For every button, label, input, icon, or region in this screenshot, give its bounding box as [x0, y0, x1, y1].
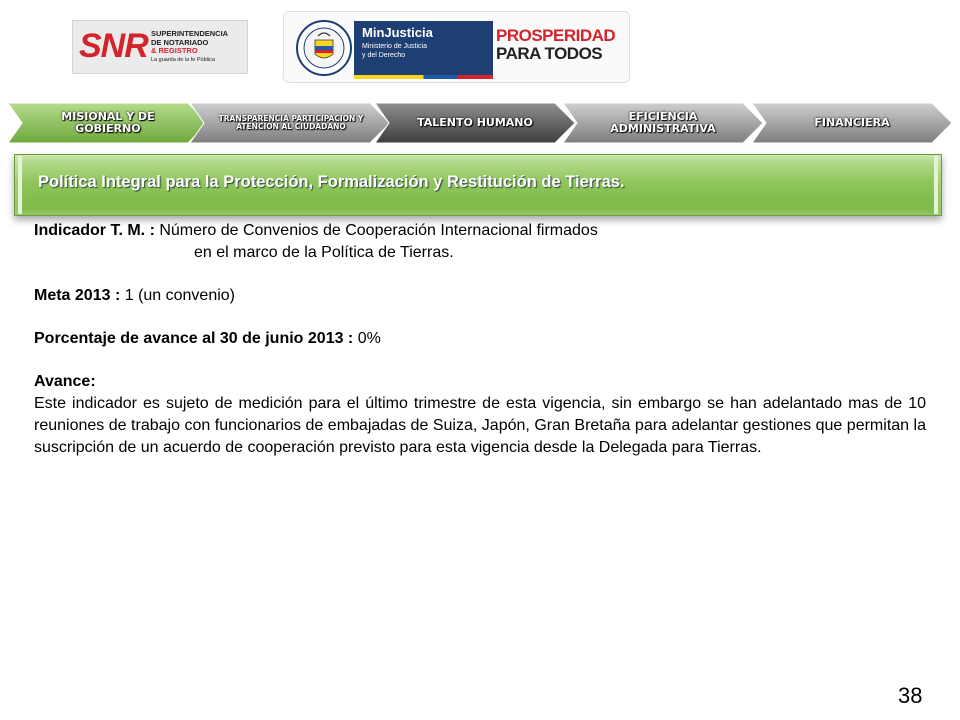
snr-logo: [72, 20, 248, 74]
meta-label: Meta 2013 :: [34, 287, 121, 304]
indicador-value-line1: Número de Convenios de Cooperación Internacional firmados: [159, 222, 598, 239]
nav-tab-talento-humano-label: TALENTO HUMANO: [417, 116, 533, 130]
snr-logo-tagline: La guarda de la fe Pública: [151, 56, 215, 63]
nav-tab-financiera[interactable]: [752, 103, 952, 143]
banner-edge-right: [934, 156, 938, 214]
porcentaje-value: 0%: [357, 330, 381, 347]
prosperidad-line1: PROSPERIDAD: [496, 26, 616, 45]
colombia-seal-icon: [296, 20, 352, 76]
snr-logo-letters: SNR: [79, 27, 148, 65]
prosperidad-line2: PARA TODOS: [496, 44, 603, 63]
meta-value: 1 (un convenio): [124, 287, 236, 304]
porcentaje-row: [34, 328, 926, 350]
snr-logo-line2: DE NOTARIADO: [151, 37, 209, 47]
banner-edge-left: [18, 156, 22, 214]
government-logos: [283, 11, 630, 83]
nav-tab-transparencia[interactable]: [190, 103, 390, 143]
avance-label: Avance:: [34, 373, 96, 390]
snr-logo-line1: SUPERINTENDENCIA: [151, 29, 229, 38]
page-title: Política Integral para la Protección, Formalización y Restitución de Tierras.: [38, 173, 625, 191]
nav-tab-misional[interactable]: [8, 103, 208, 143]
indicador-value-line2: en el marco de la Política de Tierras.: [194, 244, 454, 261]
minjusticia-color-bar: [354, 75, 493, 79]
minjusticia-logo: [354, 21, 493, 79]
meta-row: [34, 285, 926, 307]
snr-logo-line3: & REGISTRO: [151, 46, 198, 55]
porcentaje-label: Porcentaje de avance al 30 de junio 2013 :: [34, 330, 354, 347]
prosperidad-logo: [496, 27, 624, 63]
nav-tab-eficiencia-label: EFICIENCIA ADMINISTRATIVA: [610, 110, 716, 135]
nav-tab-misional-label: MISIONAL Y DE GOBIERNO: [61, 110, 155, 135]
indicator-content: [34, 220, 926, 459]
minjusticia-line1: Ministerio de Justicia: [362, 43, 427, 50]
nav-tab-talento-humano[interactable]: [375, 103, 575, 143]
indicador-row: [34, 220, 926, 242]
minjusticia-name: MinJusticia: [362, 25, 433, 40]
snr-logo-text: [151, 30, 228, 64]
minjusticia-line2: y del Derecho: [362, 51, 406, 59]
avance-text: Este indicador es sujeto de medición para el último trimestre de esta vigencia, sin embargo se han adelantado mas de 10 reuniones de trabajo con funcionarios de embajadas de Suiza, Japón, Gran Bretaña para adelantar gestiones que permitan la suscripción de un acuerdo de cooperación previsto para esta vigencia desde la Delegada para Tierras.: [34, 395, 926, 456]
nav-tab-transparencia-label: TRANSPARENCIA PARTICIPACION Y ATENCION AL CIUDADANO: [218, 114, 364, 131]
indicador-label: Indicador T. M. :: [34, 222, 155, 239]
page-number: 38: [898, 683, 923, 708]
nav-tab-eficiencia[interactable]: [563, 103, 763, 143]
nav-tab-financiera-label: FINANCIERA: [814, 116, 890, 130]
title-banner: [14, 154, 942, 216]
